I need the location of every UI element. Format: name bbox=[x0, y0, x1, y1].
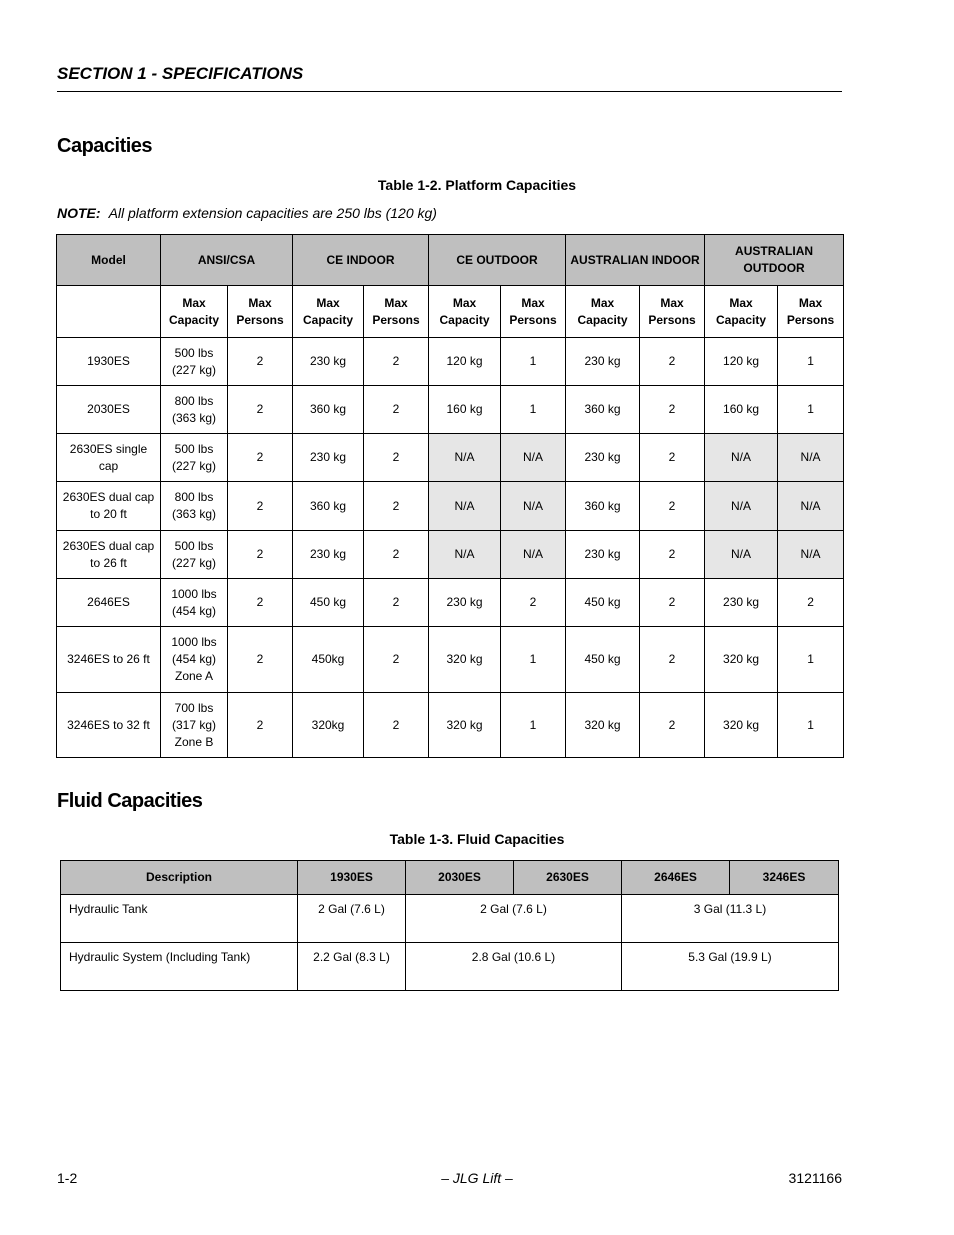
value-cell: 320 kg bbox=[566, 693, 640, 758]
platform-table-caption: Table 1-2. Platform Capacities bbox=[377, 177, 577, 193]
subheader-max-capacity: Max Capacity bbox=[293, 286, 364, 338]
value-cell: 1 bbox=[778, 386, 844, 434]
value-cell: 2 bbox=[364, 531, 429, 579]
table-row bbox=[57, 579, 844, 627]
value-cell: 1 bbox=[778, 338, 844, 386]
model-cell: 2030ES bbox=[57, 386, 161, 434]
value-cell: N/A bbox=[429, 434, 501, 482]
value-cell: 700 lbs (317 kg) Zone B bbox=[161, 693, 228, 758]
table-row bbox=[57, 531, 844, 579]
table-row bbox=[57, 386, 844, 434]
value-cell: 2 bbox=[640, 482, 705, 531]
fluid-col-2030es: 2030ES bbox=[406, 861, 514, 895]
value-cell: 1 bbox=[501, 386, 566, 434]
value-cell: 2 bbox=[228, 338, 293, 386]
subheader-max-persons: Max Persons bbox=[364, 286, 429, 338]
value-cell: 320 kg bbox=[429, 627, 501, 693]
value-cell: 2 bbox=[501, 579, 566, 627]
value-cell: 2 bbox=[640, 627, 705, 693]
value-cell: 2 bbox=[364, 693, 429, 758]
value-cell: 320 kg bbox=[705, 693, 778, 758]
value-cell: 1 bbox=[501, 338, 566, 386]
note bbox=[57, 205, 437, 221]
value-cell: 360 kg bbox=[293, 482, 364, 531]
note-label: NOTE: bbox=[57, 205, 101, 221]
col-ce-outdoor: CE OUTDOOR bbox=[429, 235, 566, 286]
fluid-col-2630es: 2630ES bbox=[514, 861, 622, 895]
fluid-value-cell: 2.2 Gal (8.3 L) bbox=[298, 943, 406, 991]
value-cell: N/A bbox=[705, 434, 778, 482]
section-header: SECTION 1 - SPECIFICATIONS bbox=[57, 64, 304, 83]
platform-subheader-row bbox=[57, 286, 844, 338]
value-cell: 2 bbox=[228, 627, 293, 693]
model-cell: 3246ES to 26 ft bbox=[57, 627, 161, 693]
fluid-value-cell: 2.8 Gal (10.6 L) bbox=[406, 943, 622, 991]
value-cell: 2 bbox=[640, 386, 705, 434]
description-cell: Hydraulic System (Including Tank) bbox=[61, 943, 298, 991]
value-cell: 2 bbox=[364, 386, 429, 434]
subheader-max-persons: Max Persons bbox=[501, 286, 566, 338]
value-cell: 2 bbox=[228, 531, 293, 579]
value-cell: 500 lbs (227 kg) bbox=[161, 434, 228, 482]
value-cell: N/A bbox=[778, 434, 844, 482]
model-cell: 2630ES dual cap to 20 ft bbox=[57, 482, 161, 531]
subheader-max-persons: Max Persons bbox=[778, 286, 844, 338]
value-cell: 2 bbox=[228, 386, 293, 434]
value-cell: 160 kg bbox=[705, 386, 778, 434]
value-cell: 230 kg bbox=[293, 531, 364, 579]
value-cell: N/A bbox=[705, 531, 778, 579]
description-cell: Hydraulic Tank bbox=[61, 895, 298, 943]
value-cell: N/A bbox=[778, 531, 844, 579]
fluid-heading: Fluid Capacities bbox=[57, 790, 203, 812]
value-cell: N/A bbox=[705, 482, 778, 531]
table-row bbox=[57, 338, 844, 386]
value-cell: 2 bbox=[364, 627, 429, 693]
value-cell: 320 kg bbox=[705, 627, 778, 693]
col-model: Model bbox=[57, 235, 161, 286]
col-aus-outdoor: AUSTRALIAN OUTDOOR bbox=[705, 235, 844, 286]
value-cell: 2 bbox=[228, 693, 293, 758]
model-cell: 2630ES dual cap to 26 ft bbox=[57, 531, 161, 579]
value-cell: N/A bbox=[501, 434, 566, 482]
model-cell: 1930ES bbox=[57, 338, 161, 386]
value-cell: 500 lbs (227 kg) bbox=[161, 531, 228, 579]
value-cell: 2 bbox=[228, 579, 293, 627]
value-cell: 1 bbox=[778, 693, 844, 758]
model-cell: 2646ES bbox=[57, 579, 161, 627]
value-cell: 230 kg bbox=[293, 338, 364, 386]
value-cell: N/A bbox=[429, 531, 501, 579]
value-cell: 800 lbs (363 kg) bbox=[161, 482, 228, 531]
table-row bbox=[57, 693, 844, 758]
fluid-col-description: Description bbox=[61, 861, 298, 895]
table-row bbox=[61, 895, 839, 943]
value-cell: 2 bbox=[364, 338, 429, 386]
fluid-value-cell: 2 Gal (7.6 L) bbox=[298, 895, 406, 943]
value-cell: 230 kg bbox=[566, 434, 640, 482]
value-cell: N/A bbox=[429, 482, 501, 531]
col-ce-indoor: CE INDOOR bbox=[293, 235, 429, 286]
value-cell: 230 kg bbox=[429, 579, 501, 627]
table-row bbox=[57, 627, 844, 693]
subheader-max-capacity: Max Capacity bbox=[566, 286, 640, 338]
value-cell: 160 kg bbox=[429, 386, 501, 434]
value-cell: 230 kg bbox=[566, 531, 640, 579]
model-cell: 2630ES single cap bbox=[57, 434, 161, 482]
subheader-blank bbox=[57, 286, 161, 338]
fluid-value-cell: 2 Gal (7.6 L) bbox=[406, 895, 622, 943]
subheader-max-persons: Max Persons bbox=[228, 286, 293, 338]
fluid-value-cell: 5.3 Gal (19.9 L) bbox=[622, 943, 839, 991]
value-cell: 450 kg bbox=[293, 579, 364, 627]
header-rule bbox=[57, 91, 842, 92]
value-cell: N/A bbox=[501, 531, 566, 579]
value-cell: 360 kg bbox=[293, 386, 364, 434]
page-number: 1-2 bbox=[57, 1170, 78, 1186]
value-cell: 450 kg bbox=[566, 579, 640, 627]
subheader-max-persons: Max Persons bbox=[640, 286, 705, 338]
value-cell: 2 bbox=[364, 579, 429, 627]
note-text: All platform extension capacities are 250 lbs (120 kg) bbox=[108, 205, 437, 221]
value-cell: 2 bbox=[640, 338, 705, 386]
platform-body bbox=[57, 338, 844, 758]
col-ansi: ANSI/CSA bbox=[161, 235, 293, 286]
doc-number: 3121166 bbox=[788, 1170, 842, 1186]
value-cell: 2 bbox=[228, 434, 293, 482]
value-cell: 450 kg bbox=[566, 627, 640, 693]
platform-capacities-table bbox=[56, 234, 844, 758]
fluid-header-row bbox=[61, 861, 839, 895]
value-cell: 800 lbs (363 kg) bbox=[161, 386, 228, 434]
value-cell: 1000 lbs (454 kg) Zone A bbox=[161, 627, 228, 693]
value-cell: 120 kg bbox=[429, 338, 501, 386]
table-row bbox=[61, 943, 839, 991]
subheader-max-capacity: Max Capacity bbox=[705, 286, 778, 338]
fluid-capacities-table bbox=[60, 860, 839, 991]
value-cell: 1 bbox=[501, 627, 566, 693]
value-cell: 360 kg bbox=[566, 386, 640, 434]
fluid-col-2646es: 2646ES bbox=[622, 861, 730, 895]
value-cell: 1000 lbs (454 kg) bbox=[161, 579, 228, 627]
value-cell: 320kg bbox=[293, 693, 364, 758]
fluid-col-1930es: 1930ES bbox=[298, 861, 406, 895]
value-cell: 2 bbox=[640, 579, 705, 627]
value-cell: 450kg bbox=[293, 627, 364, 693]
value-cell: 360 kg bbox=[566, 482, 640, 531]
fluid-col-3246es: 3246ES bbox=[730, 861, 839, 895]
value-cell: 230 kg bbox=[705, 579, 778, 627]
value-cell: N/A bbox=[501, 482, 566, 531]
value-cell: 2 bbox=[228, 482, 293, 531]
value-cell: 2 bbox=[640, 531, 705, 579]
value-cell: 2 bbox=[364, 482, 429, 531]
subheader-max-capacity: Max Capacity bbox=[429, 286, 501, 338]
value-cell: 230 kg bbox=[293, 434, 364, 482]
value-cell: 500 lbs (227 kg) bbox=[161, 338, 228, 386]
value-cell: 1 bbox=[778, 627, 844, 693]
col-aus-indoor: AUSTRALIAN INDOOR bbox=[566, 235, 705, 286]
fluid-table-caption: Table 1-3. Fluid Capacities bbox=[389, 831, 565, 847]
value-cell: 1 bbox=[501, 693, 566, 758]
value-cell: 2 bbox=[640, 434, 705, 482]
table-row bbox=[57, 434, 844, 482]
value-cell: 120 kg bbox=[705, 338, 778, 386]
value-cell: 320 kg bbox=[429, 693, 501, 758]
value-cell: N/A bbox=[778, 482, 844, 531]
platform-header-row bbox=[57, 235, 844, 286]
footer-center: – JLG Lift – bbox=[441, 1170, 513, 1186]
fluid-body bbox=[61, 895, 839, 991]
value-cell: 2 bbox=[640, 693, 705, 758]
capacities-heading: Capacities bbox=[57, 135, 153, 157]
value-cell: 230 kg bbox=[566, 338, 640, 386]
value-cell: 2 bbox=[364, 434, 429, 482]
fluid-value-cell: 3 Gal (11.3 L) bbox=[622, 895, 839, 943]
subheader-max-capacity: Max Capacity bbox=[161, 286, 228, 338]
model-cell: 3246ES to 32 ft bbox=[57, 693, 161, 758]
value-cell: 2 bbox=[778, 579, 844, 627]
table-row bbox=[57, 482, 844, 531]
